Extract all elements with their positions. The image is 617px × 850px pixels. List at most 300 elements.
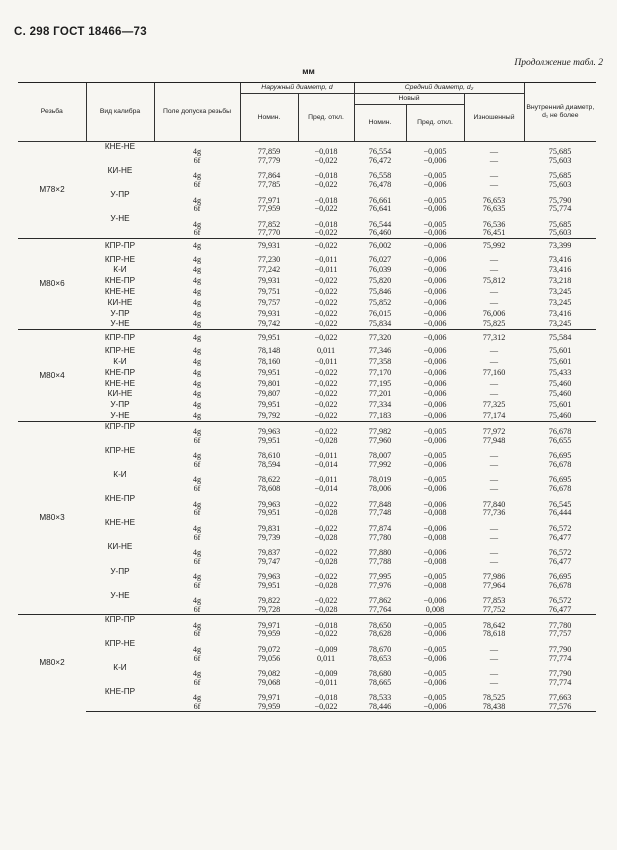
inner-cell: 77,576 — [524, 702, 596, 711]
inner-cell: 75,603 — [548, 155, 572, 165]
mid-dev-cell: −0,006 — [423, 499, 447, 509]
mid-worn-cell: 77,325 — [482, 400, 506, 410]
mid-nom-cell: 77,170 — [368, 367, 392, 377]
tolerance-cell: 4g — [192, 378, 202, 388]
mid-worn-cell: — — [489, 265, 499, 275]
outer-nom-cell: 79,951 — [240, 330, 298, 346]
mid-nom-cell: 78,446 — [354, 702, 406, 711]
table-row — [18, 378, 596, 389]
outer-dev-cell: −0,022 — [314, 286, 338, 296]
outer-nom-cell: 79,971 — [257, 693, 281, 703]
gauge-cell — [86, 156, 154, 165]
mid-nom-cell: 78,006 — [368, 484, 392, 494]
mid-nom-cell: 78,019 — [368, 475, 392, 485]
mid-nom-cell: 76,472 — [368, 155, 392, 165]
mid-dev-cell: −0,006 — [423, 204, 447, 214]
mid-dev-cell: −0,006 — [423, 180, 447, 190]
continuation-label: Продолжение табл. 2 — [514, 58, 603, 68]
outer-dev-cell: −0,009 — [314, 668, 338, 678]
outer-dev-cell: −0,014 — [314, 460, 338, 470]
outer-dev-cell: −0,018 — [314, 171, 338, 181]
mid-dev-cell: −0,006 — [423, 356, 447, 366]
outer-nom-cell: 79,951 — [257, 367, 281, 377]
tolerance-cell: 6f — [193, 484, 201, 494]
outer-dev-cell: −0,028 — [314, 580, 338, 590]
tolerance-cell: 4g — [192, 367, 202, 377]
tolerance-cell: 6f — [193, 228, 201, 238]
mid-nom-cell: 78,628 — [368, 629, 392, 639]
inner-cell: 73,416 — [548, 265, 572, 275]
gauge-cell: КНЕ-ПР — [104, 687, 136, 697]
table-row — [18, 542, 596, 557]
outer-dev-cell: −0,011 — [314, 254, 338, 264]
mid-dev-cell: −0,006 — [423, 308, 447, 318]
mid-nom-cell: 77,976 — [368, 580, 392, 590]
tolerance-cell: 4g — [154, 238, 240, 254]
outer-dev-cell: 0,011 — [316, 346, 336, 356]
inner-cell: 76,678 — [548, 484, 572, 494]
outer-dev-cell: −0,022 — [298, 330, 354, 346]
mid-dev-cell: −0,006 — [423, 410, 447, 420]
gauge-cell — [86, 678, 154, 687]
mid-dev-cell: −0,006 — [406, 238, 464, 254]
gauge-cell: КИ-НЕ — [107, 297, 133, 307]
table-row — [18, 319, 596, 330]
inner-cell: 77,663 — [548, 693, 572, 703]
outer-nom-cell: 77,971 — [257, 195, 281, 205]
mid-nom-cell: 76,460 — [368, 228, 392, 238]
header-outer-nom: Номин. — [240, 94, 298, 142]
mid-dev-cell: −0,005 — [423, 693, 447, 703]
mid-worn-cell: 77,312 — [464, 330, 524, 346]
tolerance-cell: 4g — [192, 319, 202, 329]
mid-nom-cell: 76,015 — [368, 308, 392, 318]
gauge-cell — [86, 606, 154, 615]
outer-dev-cell: −0,022 — [314, 180, 338, 190]
table-row — [18, 494, 596, 509]
outer-dev-cell: −0,022 — [314, 155, 338, 165]
table-row — [18, 166, 596, 181]
gauge-cell: КНЕ-ПР — [104, 367, 136, 377]
mid-worn-cell: 76,635 — [482, 204, 506, 214]
table-row — [18, 229, 596, 238]
mid-nom-cell: 77,788 — [368, 556, 392, 566]
header-outer-diameter: Наружный диаметр, d — [240, 83, 354, 94]
table-row — [18, 581, 596, 590]
outer-dev-cell: −0,022 — [298, 702, 354, 711]
inner-cell: 75,790 — [548, 195, 572, 205]
mid-nom-cell: 76,558 — [368, 171, 392, 181]
tolerance-cell: 4g — [192, 356, 202, 366]
gauge-cell: К-И — [113, 663, 127, 673]
gauge-cell: У-ПР — [110, 566, 130, 576]
gauge-cell: КНЕ-НЕ — [104, 286, 136, 296]
inner-cell: 76,545 — [548, 499, 572, 509]
mid-nom-cell: 76,661 — [368, 195, 392, 205]
gauge-cell: КПР-НЕ — [104, 346, 136, 356]
mid-worn-cell: 76,653 — [482, 195, 506, 205]
mid-worn-cell: 78,642 — [464, 615, 524, 630]
mid-worn-cell: 77,160 — [482, 367, 506, 377]
gauge-cell: У-НЕ — [110, 590, 130, 600]
outer-nom-cell: 79,792 — [257, 410, 281, 420]
mid-nom-cell: 76,544 — [368, 219, 392, 229]
table-row — [18, 287, 596, 298]
outer-dev-cell: −0,022 — [314, 367, 338, 377]
table-row — [18, 460, 596, 469]
outer-dev-cell: −0,022 — [314, 548, 338, 558]
outer-dev-cell: −0,022 — [314, 499, 338, 509]
table-row — [18, 567, 596, 582]
outer-dev-cell: −0,011 — [314, 451, 338, 461]
gauge-cell — [86, 702, 154, 711]
gauge-dimensions-table — [18, 82, 596, 712]
gauge-cell: КПР-ПР — [86, 238, 154, 254]
inner-cell: 76,572 — [548, 596, 572, 606]
outer-dev-cell: −0,022 — [314, 523, 338, 533]
inner-cell: 76,444 — [548, 508, 572, 518]
tolerance-cell: 6f — [193, 155, 201, 165]
mid-nom-cell: 75,820 — [368, 276, 392, 286]
mid-dev-cell: −0,005 — [423, 668, 447, 678]
mid-worn-cell: 76,536 — [482, 219, 506, 229]
mid-nom-cell: 77,780 — [368, 532, 392, 542]
inner-cell: 75,433 — [548, 367, 572, 377]
outer-nom-cell: 77,779 — [257, 155, 281, 165]
gauge-cell: К-И — [113, 469, 127, 479]
mid-worn-cell: — — [489, 254, 499, 264]
inner-cell: 75,774 — [548, 204, 572, 214]
gauge-cell — [86, 630, 154, 639]
mid-nom-cell: 77,982 — [354, 421, 406, 436]
mid-worn-cell: — — [489, 286, 499, 296]
thread-cell: M80×4 — [18, 330, 86, 422]
tolerance-cell: 4g — [192, 572, 202, 582]
mid-nom-cell: 78,533 — [368, 693, 392, 703]
inner-cell: 75,460 — [548, 378, 572, 388]
mid-dev-cell: −0,005 — [423, 171, 447, 181]
tolerance-cell: 6f — [193, 556, 201, 566]
outer-nom-cell: 79,801 — [257, 378, 281, 388]
outer-nom-cell: 77,864 — [257, 171, 281, 181]
mid-worn-cell: — — [489, 389, 499, 399]
outer-dev-cell: −0,022 — [298, 421, 354, 436]
mid-worn-cell: 75,992 — [464, 238, 524, 254]
inner-cell: 76,477 — [548, 532, 572, 542]
outer-dev-cell: −0,011 — [314, 265, 338, 275]
gauge-cell — [86, 460, 154, 469]
mid-worn-cell: — — [489, 155, 499, 165]
mid-dev-cell: −0,005 — [423, 475, 447, 485]
mid-dev-cell: −0,006 — [423, 484, 447, 494]
inner-cell: 73,399 — [524, 238, 596, 254]
outer-nom-cell: 79,971 — [240, 615, 298, 630]
mid-nom-cell: 77,862 — [368, 596, 392, 606]
tolerance-cell: 6f — [193, 580, 201, 590]
inner-cell: 76,695 — [548, 475, 572, 485]
mid-dev-cell: −0,006 — [423, 367, 447, 377]
mid-worn-cell: — — [489, 548, 499, 558]
outer-nom-cell: 77,859 — [257, 147, 281, 157]
tolerance-cell: 6f — [193, 629, 201, 639]
inner-cell: 75,601 — [548, 346, 572, 356]
table-row — [18, 156, 596, 165]
mid-nom-cell: 77,334 — [368, 400, 392, 410]
table-row — [18, 485, 596, 494]
tolerance-cell: 4g — [192, 499, 202, 509]
gauge-cell: У-ПР — [110, 189, 130, 199]
outer-dev-cell: −0,022 — [314, 389, 338, 399]
outer-nom-cell: 77,852 — [257, 219, 281, 229]
gauge-cell — [86, 557, 154, 566]
inner-cell: 77,790 — [548, 644, 572, 654]
table-row — [18, 509, 596, 518]
unit-label: мм — [302, 66, 315, 76]
mid-dev-cell: −0,006 — [423, 265, 447, 275]
tolerance-cell: 4g — [192, 644, 202, 654]
inner-cell: 75,685 — [548, 147, 572, 157]
mid-nom-cell: 77,358 — [368, 356, 392, 366]
mid-worn-cell: 76,451 — [482, 228, 506, 238]
tolerance-cell: 4g — [192, 451, 202, 461]
inner-cell: 75,603 — [548, 228, 572, 238]
outer-dev-cell: −0,018 — [314, 147, 338, 157]
mid-dev-cell: −0,006 — [423, 319, 447, 329]
table-row — [18, 400, 596, 411]
mid-nom-cell: 77,195 — [368, 378, 392, 388]
tolerance-cell: 4g — [154, 421, 240, 436]
tolerance-cell: 4g — [192, 523, 202, 533]
mid-nom-cell: 77,880 — [368, 548, 392, 558]
mid-worn-cell: — — [489, 297, 499, 307]
gauge-cell: У-НЕ — [110, 214, 130, 224]
table-row — [18, 238, 596, 254]
tolerance-cell: 4g — [192, 195, 202, 205]
mid-worn-cell: — — [489, 147, 499, 157]
table-row — [18, 591, 596, 606]
outer-nom-cell: 78,608 — [257, 484, 281, 494]
mid-dev-cell: −0,006 — [423, 523, 447, 533]
mid-worn-cell: 77,972 — [464, 421, 524, 436]
outer-nom-cell: 79,951 — [257, 435, 281, 445]
table-row — [18, 330, 596, 346]
outer-dev-cell: −0,022 — [314, 276, 338, 286]
gauge-cell — [86, 436, 154, 445]
outer-nom-cell: 79,082 — [257, 668, 281, 678]
mid-dev-cell: −0,006 — [423, 677, 447, 687]
mid-dev-cell: −0,006 — [423, 346, 447, 356]
mid-worn-cell: — — [489, 644, 499, 654]
outer-nom-cell: 79,072 — [257, 644, 281, 654]
inner-cell: 73,245 — [548, 319, 572, 329]
outer-nom-cell: 78,610 — [257, 451, 281, 461]
inner-cell: 76,678 — [524, 421, 596, 436]
header-inner-diameter: Внутренний диаметр, d₁ не более — [524, 83, 596, 142]
table-body — [18, 142, 596, 712]
mid-dev-cell: −0,008 — [423, 532, 447, 542]
outer-dev-cell: −0,028 — [314, 604, 338, 614]
outer-dev-cell: −0,011 — [314, 356, 338, 366]
table-row — [18, 615, 596, 630]
outer-nom-cell: 79,959 — [257, 629, 281, 639]
tolerance-cell: 6f — [154, 702, 240, 711]
tolerance-cell: 4g — [192, 308, 202, 318]
mid-worn-cell: — — [489, 451, 499, 461]
table-row — [18, 446, 596, 461]
mid-dev-cell: −0,006 — [423, 378, 447, 388]
mid-nom-cell: 76,478 — [368, 180, 392, 190]
inner-cell: 73,245 — [548, 297, 572, 307]
outer-dev-cell: −0,011 — [314, 475, 338, 485]
mid-nom-cell: 78,670 — [368, 644, 392, 654]
outer-nom-cell: 79,807 — [257, 389, 281, 399]
outer-nom-cell: 79,931 — [257, 308, 281, 318]
outer-nom-cell: 79,951 — [257, 580, 281, 590]
mid-nom-cell: 76,027 — [368, 254, 392, 264]
mid-worn-cell: 77,964 — [482, 580, 506, 590]
outer-nom-cell: 79,068 — [257, 677, 281, 687]
table-row — [18, 276, 596, 287]
header-mid-new: Новый — [354, 94, 464, 105]
inner-cell: 77,790 — [548, 668, 572, 678]
inner-cell: 77,757 — [548, 629, 572, 639]
gauge-cell — [86, 654, 154, 663]
table-row — [18, 357, 596, 368]
gauge-cell — [86, 533, 154, 542]
mid-dev-cell: −0,006 — [423, 389, 447, 399]
mid-dev-cell: −0,006 — [423, 548, 447, 558]
outer-nom-cell: 79,757 — [257, 297, 281, 307]
mid-nom-cell: 78,665 — [368, 677, 392, 687]
outer-nom-cell: 77,770 — [257, 228, 281, 238]
gauge-cell: КНЕ-ПР — [104, 493, 136, 503]
outer-nom-cell: 78,160 — [257, 356, 281, 366]
gauge-cell: КНЕ-НЕ — [104, 518, 136, 528]
table-row — [18, 389, 596, 400]
outer-nom-cell: 79,739 — [257, 532, 281, 542]
outer-dev-cell: −0,022 — [314, 228, 338, 238]
mid-worn-cell: — — [489, 475, 499, 485]
mid-worn-cell: 75,812 — [482, 276, 506, 286]
gauge-cell: КПР-ПР — [86, 330, 154, 346]
gauge-cell: КНЕ-ПР — [104, 276, 136, 286]
table-row — [18, 639, 596, 654]
outer-dev-cell: −0,022 — [314, 319, 338, 329]
outer-dev-cell: 0,011 — [316, 653, 336, 663]
mid-nom-cell: 76,039 — [368, 265, 392, 275]
table-header — [18, 83, 596, 142]
outer-dev-cell: −0,018 — [314, 195, 338, 205]
outer-dev-cell: −0,022 — [314, 572, 338, 582]
mid-worn-cell: — — [489, 484, 499, 494]
header-mid-dev: Пред. откл. — [406, 105, 464, 142]
table-row — [18, 557, 596, 566]
outer-dev-cell: −0,028 — [314, 556, 338, 566]
mid-dev-cell: −0,006 — [423, 254, 447, 264]
tolerance-cell: 4g — [154, 615, 240, 630]
mid-dev-cell: 0,008 — [425, 604, 445, 614]
mid-nom-cell: 77,995 — [368, 572, 392, 582]
tolerance-cell: 4g — [192, 276, 202, 286]
gauge-cell — [86, 485, 154, 494]
outer-nom-cell: 79,831 — [257, 523, 281, 533]
mid-worn-cell: — — [489, 460, 499, 470]
mid-nom-cell: 77,848 — [368, 499, 392, 509]
table-row — [18, 297, 596, 308]
gauge-cell: У-ПР — [110, 400, 130, 410]
gauge-cell: КИ-НЕ — [107, 389, 133, 399]
mid-nom-cell: 78,680 — [368, 668, 392, 678]
tolerance-cell: 4g — [192, 668, 202, 678]
tolerance-cell: 4g — [192, 596, 202, 606]
mid-worn-cell: 77,752 — [482, 604, 506, 614]
tolerance-cell: 4g — [192, 297, 202, 307]
table-row — [18, 470, 596, 485]
mid-worn-cell: 77,174 — [482, 410, 506, 420]
mid-worn-cell: — — [489, 668, 499, 678]
outer-dev-cell: −0,022 — [298, 238, 354, 254]
table-row — [18, 180, 596, 189]
mid-dev-cell: −0,006 — [423, 629, 447, 639]
table-row — [18, 265, 596, 276]
tolerance-cell: 4g — [192, 254, 202, 264]
outer-nom-cell: 79,751 — [257, 286, 281, 296]
mid-worn-cell: 76,006 — [482, 308, 506, 318]
outer-nom-cell: 79,822 — [257, 596, 281, 606]
tolerance-cell: 4g — [192, 475, 202, 485]
table-row — [18, 678, 596, 687]
table-row — [18, 308, 596, 319]
tolerance-cell: 6f — [193, 460, 201, 470]
thread-cell: M80×3 — [18, 421, 86, 615]
tolerance-cell: 6f — [193, 180, 201, 190]
outer-dev-cell: −0,022 — [314, 400, 338, 410]
tolerance-cell: 4g — [192, 346, 202, 356]
outer-dev-cell: −0,022 — [314, 378, 338, 388]
inner-cell: 76,678 — [548, 460, 572, 470]
inner-cell: 75,601 — [548, 356, 572, 366]
mid-worn-cell: — — [489, 356, 499, 366]
mid-worn-cell: 75,825 — [482, 319, 506, 329]
page-header: С. 298 ГОСТ 18466—73 — [14, 26, 147, 38]
tolerance-cell: 4g — [192, 171, 202, 181]
outer-dev-cell: −0,011 — [314, 677, 338, 687]
outer-nom-cell: 77,242 — [257, 265, 281, 275]
mid-dev-cell: −0,006 — [423, 297, 447, 307]
outer-nom-cell: 79,963 — [240, 421, 298, 436]
inner-cell: 73,245 — [548, 286, 572, 296]
table-row — [18, 346, 596, 357]
mid-worn-cell: 78,618 — [482, 629, 506, 639]
mid-worn-cell: 77,853 — [482, 596, 506, 606]
mid-worn-cell: 78,438 — [464, 702, 524, 711]
outer-dev-cell: −0,028 — [314, 435, 338, 445]
table-row — [18, 533, 596, 542]
outer-nom-cell: 79,742 — [257, 319, 281, 329]
mid-dev-cell: −0,006 — [423, 400, 447, 410]
table-row — [18, 518, 596, 533]
outer-nom-cell: 78,148 — [257, 346, 281, 356]
thread-cell: M80×6 — [18, 238, 86, 330]
inner-cell: 75,685 — [548, 171, 572, 181]
tolerance-cell: 6f — [193, 653, 201, 663]
outer-nom-cell: 79,931 — [240, 238, 298, 254]
mid-nom-cell: 78,007 — [368, 451, 392, 461]
gauge-cell — [86, 205, 154, 214]
outer-nom-cell: 79,963 — [257, 572, 281, 582]
outer-nom-cell: 79,951 — [257, 400, 281, 410]
mid-worn-cell: — — [489, 171, 499, 181]
